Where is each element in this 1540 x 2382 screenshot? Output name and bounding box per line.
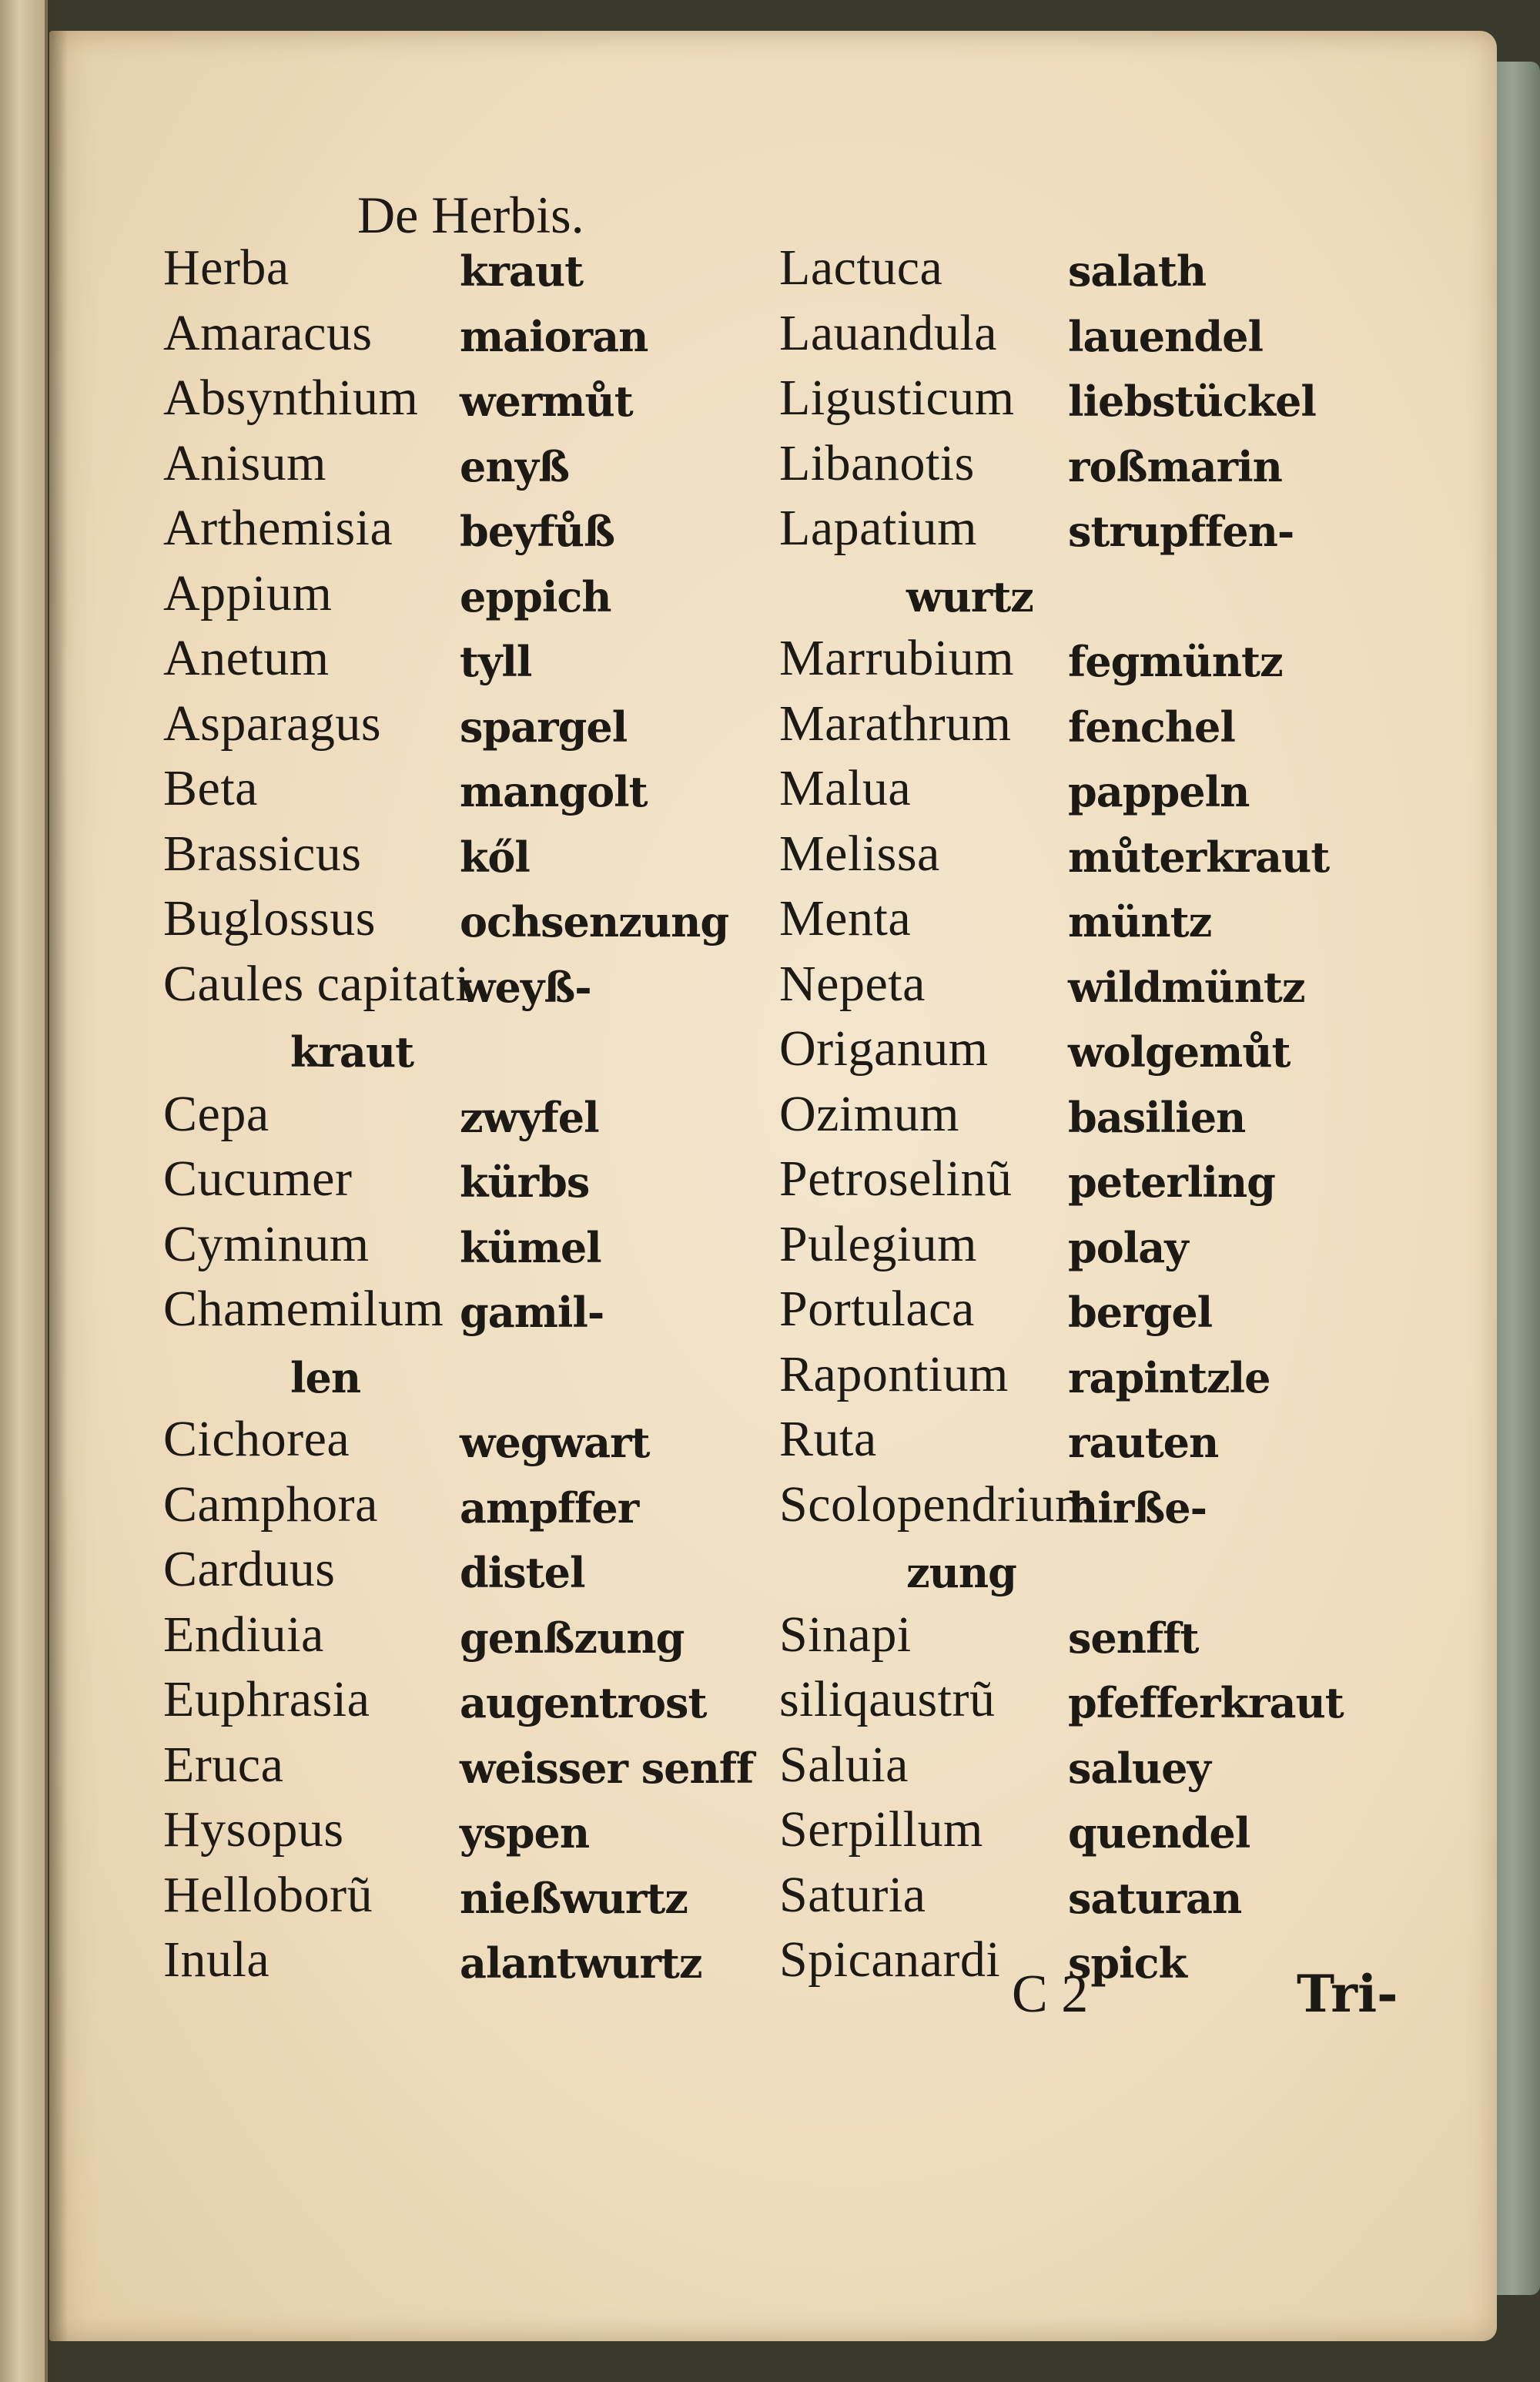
latin-term: Lapatium: [779, 500, 977, 556]
latin-term: Buglossus: [163, 890, 376, 946]
german-term: pappeln: [1068, 767, 1250, 816]
latin-term: Lauandula: [779, 304, 998, 361]
german-term: nießwurtz: [460, 1873, 688, 1923]
german-term: enyß: [460, 441, 570, 491]
latin-term: Marrubium: [779, 630, 1015, 686]
german-term: rauten: [1068, 1418, 1219, 1467]
german-term: wermůt: [460, 377, 633, 426]
german-term: wegwart: [460, 1418, 650, 1467]
german-term: len: [290, 1352, 361, 1402]
german-term: gamil-: [460, 1288, 604, 1337]
latin-term: Inula: [163, 1931, 270, 1988]
german-term: fenchel: [1068, 702, 1235, 752]
german-term: kraut: [290, 1027, 414, 1077]
german-term: kürbs: [460, 1157, 590, 1207]
latin-term: Beta: [163, 760, 258, 816]
german-term: müntz: [1068, 897, 1212, 946]
german-term: můterkraut: [1068, 832, 1330, 882]
latin-term: Herba: [163, 240, 290, 296]
german-term: distel: [460, 1548, 585, 1597]
latin-term: Asparagus: [163, 695, 382, 752]
german-term: mangolt: [460, 767, 648, 816]
german-term: saturan: [1068, 1873, 1242, 1923]
latin-term: Cucumer: [163, 1151, 353, 1207]
latin-term: Hysopus: [163, 1801, 344, 1858]
latin-term: Malua: [779, 760, 912, 816]
latin-term: Menta: [779, 890, 912, 946]
latin-term: Libanotis: [779, 434, 975, 491]
german-term: salath: [1068, 246, 1207, 296]
german-term: eppich: [460, 571, 611, 621]
latin-term: Cichorea: [163, 1411, 350, 1467]
latin-term: Camphora: [163, 1476, 378, 1533]
german-term: weyß-: [460, 962, 591, 1012]
latin-term: Carduus: [163, 1541, 336, 1597]
catchword: Tri-: [1297, 1964, 1398, 2024]
latin-term: Cyminum: [163, 1215, 370, 1272]
german-term: zung: [906, 1548, 1016, 1597]
latin-term: Sinapi: [779, 1606, 912, 1663]
latin-term: Spicanardi: [779, 1931, 1001, 1988]
latin-term: Brassicus: [163, 825, 362, 882]
german-term: spargel: [460, 702, 628, 752]
latin-term: Petroselinũ: [779, 1151, 1013, 1207]
german-term: maioran: [460, 311, 648, 361]
german-term: strupffen-: [1068, 507, 1294, 556]
german-term: zwyfel: [460, 1092, 599, 1142]
german-term: pfefferkraut: [1068, 1678, 1344, 1727]
german-term: rapintzle: [1068, 1352, 1270, 1402]
german-term: kől: [460, 832, 530, 882]
spine-shadow: [45, 0, 68, 2382]
german-term: kraut: [460, 246, 584, 296]
german-term: weisser senff: [460, 1743, 754, 1793]
german-term: spick: [1068, 1938, 1187, 1988]
german-term: kümel: [460, 1222, 601, 1272]
signature-mark: C 2: [1012, 1965, 1089, 2024]
latin-term: Saturia: [779, 1866, 926, 1923]
latin-term: Amaracus: [163, 304, 373, 361]
latin-term: Euphrasia: [163, 1671, 370, 1727]
latin-term: Chamemilum: [163, 1281, 444, 1337]
latin-term: Anisum: [163, 434, 327, 491]
latin-term: Portulaca: [779, 1281, 975, 1337]
left-page-edge: [0, 0, 48, 2382]
german-term: ampffer: [460, 1482, 639, 1533]
latin-term: Scolopendrium: [779, 1476, 1095, 1533]
latin-term: Saluia: [779, 1736, 909, 1793]
latin-term: Arthemisia: [163, 500, 393, 556]
german-term: wurtz: [906, 571, 1033, 621]
german-term: saluey: [1068, 1743, 1210, 1793]
german-term: peterling: [1068, 1157, 1275, 1207]
latin-term: Origanum: [779, 1020, 989, 1077]
latin-term: Ruta: [779, 1411, 877, 1467]
german-term: hirße-: [1068, 1482, 1207, 1533]
german-term: polay: [1068, 1222, 1188, 1272]
latin-term: Marathrum: [779, 695, 1012, 752]
german-term: fegmüntz: [1068, 637, 1283, 686]
latin-term: Caules capitati: [163, 955, 470, 1012]
latin-term: Helloborũ: [163, 1866, 373, 1923]
latin-term: siliqaustrũ: [779, 1671, 996, 1727]
german-term: senfft: [1068, 1613, 1199, 1663]
german-term: alantwurtz: [460, 1938, 702, 1988]
german-term: wildmüntz: [1068, 962, 1305, 1012]
german-term: bergel: [1068, 1288, 1213, 1337]
latin-term: Cepa: [163, 1085, 270, 1142]
latin-term: Lactuca: [779, 240, 943, 296]
latin-term: Rapontium: [779, 1345, 1009, 1402]
latin-term: Endiuia: [163, 1606, 324, 1663]
latin-term: Ozimum: [779, 1085, 959, 1142]
german-term: basilien: [1068, 1092, 1246, 1142]
german-term: augentrost: [460, 1678, 707, 1727]
german-term: yspen: [460, 1808, 590, 1858]
latin-term: Appium: [163, 565, 333, 621]
latin-term: Absynthium: [163, 370, 419, 426]
german-term: wolgemůt: [1068, 1027, 1291, 1077]
german-term: beyfůß: [460, 507, 615, 556]
german-term: tyll: [460, 637, 532, 686]
latin-term: Nepeta: [779, 955, 926, 1012]
book-page: [49, 31, 1497, 2341]
german-term: lauendel: [1068, 311, 1264, 361]
german-term: roßmarin: [1068, 441, 1282, 491]
latin-term: Anetum: [163, 630, 330, 686]
latin-term: Pulegium: [779, 1215, 978, 1272]
german-term: genßzung: [460, 1613, 685, 1663]
german-term: quendel: [1068, 1808, 1250, 1858]
german-term: liebstückel: [1068, 377, 1316, 426]
latin-term: Ligusticum: [779, 370, 1015, 426]
page-heading: De Herbis.: [357, 186, 584, 244]
latin-term: Serpillum: [779, 1801, 983, 1858]
german-term: ochsenzung: [460, 897, 729, 946]
latin-term: Melissa: [779, 825, 940, 882]
latin-term: Eruca: [163, 1736, 284, 1793]
